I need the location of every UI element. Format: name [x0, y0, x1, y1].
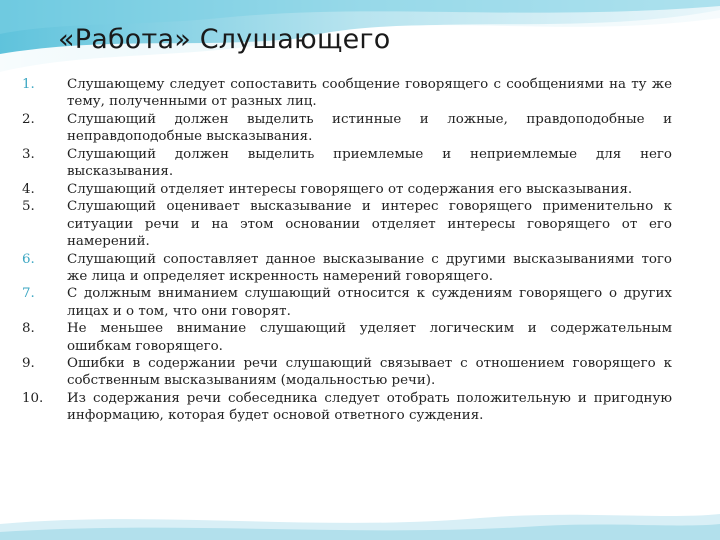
points-list [22, 76, 672, 425]
item-text: Слушающий отделяет интересы говорящего от содержания его высказывания. [67, 181, 633, 197]
list-item [22, 251, 672, 285]
item-text: Слушающий должен выделить приемлемые и неприемлемые для него высказывания. [67, 146, 672, 180]
list-item [22, 146, 672, 180]
item-number: 10. [22, 391, 44, 407]
item-text: С должным вниманием слушающий относится к суждениям говорящего о других лицах и о том, что они говорят. [67, 286, 672, 319]
item-number: 4. [22, 181, 35, 197]
list-item [22, 320, 672, 354]
item-number: 9. [22, 356, 35, 372]
item-text: Не меньшее внимание слушающий уделяет логическим и содержательным ошибкам говорящего. [67, 321, 672, 354]
list-item [22, 181, 672, 198]
item-text: Ошибки в содержании речи слушающий связывает с отношением говорящего к собственным высказываниям (модальностью речи). [67, 356, 672, 389]
footer-wave-decoration [0, 480, 720, 540]
item-number: 7. [22, 286, 35, 302]
item-number: 3. [22, 146, 35, 162]
item-number: 8. [22, 321, 35, 337]
item-text: Слушающий сопоставляет данное высказывание с другими высказываниями того же лица и определяет искренность намерений говорящего. [67, 251, 672, 284]
item-text: Слушающий должен выделить истинные и ложные, правдоподобные и неправдоподобные высказывания. [67, 111, 672, 145]
slide-title: «Работа» Слушающего [58, 24, 391, 55]
list-item [22, 285, 672, 319]
item-text: Слушающий оценивает высказывание и интерес говорящего применительно к ситуации речи и на этом основании отделяет интересы говорящего от его намерений. [67, 199, 672, 249]
item-number: 5. [22, 199, 35, 215]
item-number: 2. [22, 111, 35, 127]
list-item [22, 111, 672, 145]
list-item [22, 355, 672, 389]
list-item [22, 390, 672, 424]
item-number: 6. [22, 251, 35, 267]
item-number: 1. [22, 77, 35, 92]
list-item [22, 76, 672, 110]
list-item [22, 198, 672, 250]
item-text: Слушающему следует сопоставить сообщение говорящего с сообщениями на ту же тему, полученными от разных лиц. [67, 77, 672, 110]
item-text: Из содержания речи собеседника следует отобрать положительную и пригодную информацию, которая будет основой ответного суждения. [67, 391, 672, 424]
